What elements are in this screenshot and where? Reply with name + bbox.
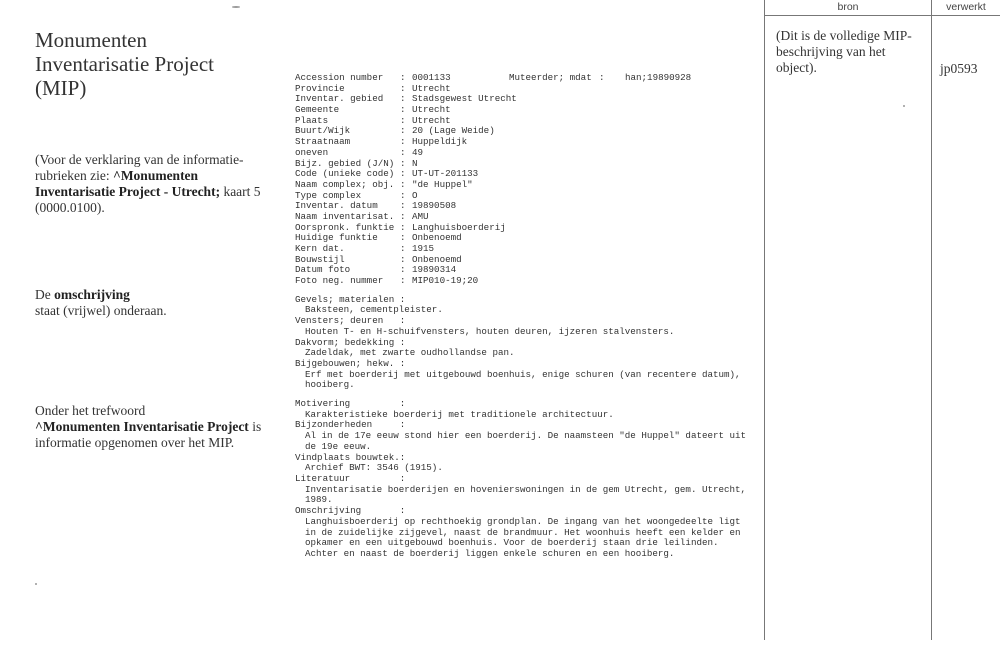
legend-note [35, 152, 265, 216]
field-separator: : [400, 157, 406, 169]
record-field-row [295, 255, 755, 266]
left-column [35, 28, 265, 100]
field-separator: : [400, 210, 406, 222]
field-value: Utrecht [412, 114, 451, 126]
field-separator: : [400, 178, 406, 190]
field-label: Naam complex; obj. [295, 178, 395, 190]
description-note [35, 287, 265, 319]
field-value: O [412, 189, 418, 201]
field-separator: : [400, 125, 406, 137]
field-value: N [412, 157, 418, 169]
field-label: Code (unieke code) [295, 168, 395, 180]
section-gevels [295, 295, 755, 316]
record-field-row [295, 276, 755, 287]
keyword-note [35, 403, 265, 451]
field-separator: : [400, 264, 406, 276]
field-label: Inventar. gebied [295, 93, 384, 105]
scan-speck [35, 583, 37, 585]
section-label: Dakvorm; bedekking : [295, 336, 406, 348]
field-separator: : [400, 146, 406, 158]
field-value: 19890314 [412, 264, 457, 276]
field-value: Huppeldijk [412, 136, 468, 148]
mutator-separator: : [599, 72, 605, 83]
record-field-row [295, 94, 755, 105]
section-vindplaats [295, 453, 755, 474]
field-separator: : [400, 189, 406, 201]
field-separator: : [400, 253, 406, 265]
scan-speck [903, 105, 905, 107]
field-label: Provincie [295, 82, 345, 94]
description-note-pre: De [35, 287, 51, 302]
field-value: Onbenoemd [412, 253, 462, 265]
mutator-label: Muteerder; mdat [509, 72, 592, 83]
field-value: UT-UT-201133 [412, 168, 479, 180]
mutator-value: han;19890928 [625, 72, 692, 83]
section-text: Karakteristieke boerderij met traditionele architectuur. [305, 408, 614, 420]
section-bijgebouwen [295, 359, 755, 391]
field-label: Naam inventarisat. [295, 210, 395, 222]
field-label: Kern dat. [295, 243, 345, 254]
field-value: MIP010-19;20 [412, 275, 479, 287]
keyword-note-post: is informatie opgenomen over het MIP. [35, 419, 262, 450]
field-separator: : [400, 200, 406, 212]
section-label: Vensters; deuren : [295, 315, 406, 327]
page-title: Monumenten Inventarisatie Project (MIP) [35, 28, 215, 100]
record-field-row [295, 233, 755, 244]
section-label: Omschrijving : [295, 505, 406, 517]
description-note-post: staat (vrijwel) onderaan. [35, 303, 167, 318]
section-label: Vindplaats bouwtek.: [295, 451, 406, 463]
field-value: 49 [412, 146, 424, 158]
field-separator: : [400, 93, 406, 105]
mip-record [295, 73, 755, 560]
field-value: Langhuisboerderij [412, 221, 506, 233]
field-label: oneven [295, 146, 329, 158]
field-separator: : [400, 72, 406, 83]
record-field-row [295, 105, 755, 116]
section-label: Gevels; materialen : [295, 293, 406, 305]
record-field-row [295, 126, 755, 137]
keyword-note-pre: Onder het trefwoord [35, 403, 146, 418]
field-value: 0001133 [412, 72, 451, 83]
verwerkt-code: jp0593 [940, 61, 978, 76]
scan-speck [232, 6, 240, 8]
field-label: Gemeente [295, 104, 340, 116]
section-text: Erf met boerderij met uitgebouwd boenhuis, enige schuren (van recentere datum), hooiberg. [305, 368, 741, 391]
field-label: Huidige funktie [295, 232, 378, 244]
section-text: Al in de 17e eeuw stond hier een boerderij. De naamsteen "de Huppel" dateert uit de 19e eeuw. [305, 430, 747, 452]
section-text: Baksteen, cementpleister. [305, 304, 443, 316]
record-fields [295, 73, 755, 287]
record-field-row [295, 137, 755, 148]
field-value: Utrecht [412, 82, 451, 94]
field-label: Datum foto [295, 264, 351, 276]
section-vensters [295, 316, 755, 337]
section-motivering [295, 399, 755, 420]
field-label: Bouwstijl [295, 253, 345, 265]
field-value: 1915 [412, 243, 435, 254]
field-value: Utrecht [412, 104, 451, 116]
field-label: Buurt/Wijk [295, 125, 351, 137]
section-text: Archief BWT: 3546 (1915). [305, 462, 443, 474]
field-separator: : [400, 104, 406, 116]
field-value: AMU [412, 210, 429, 222]
bron-column-header: bron [837, 1, 859, 13]
section-text: Zadeldak, met zwarte oudhollandse pan. [305, 347, 515, 359]
field-value: "de Huppel" [412, 178, 473, 190]
field-separator: : [400, 232, 406, 244]
section-label: Bijzonderheden : [295, 419, 406, 431]
section-bijzonderheden [295, 420, 755, 452]
section-label: Bijgebouwen; hekw. : [295, 357, 406, 369]
column-divider-left [764, 0, 765, 640]
field-label: Type complex [295, 189, 362, 201]
field-value: 19890508 [412, 200, 457, 212]
field-separator: : [400, 243, 406, 254]
column-divider-middle [931, 0, 932, 640]
record-field-row [295, 116, 755, 127]
field-value: Onbenoemd [412, 232, 462, 244]
section-label: Literatuur : [295, 473, 406, 484]
record-field-row [295, 180, 755, 191]
record-field-row [295, 73, 755, 84]
section-dakvorm [295, 338, 755, 359]
field-label: Accession number [295, 72, 384, 83]
field-label: Inventar. datum [295, 200, 378, 212]
section-text: Langhuisboerderij op rechthoekig grondplan. De ingang van het woongedeelte ligt in de zuidelijke zijgevel, naast de brandmuur. Het woonhuis heeft een kelder en opkamer en een uitgebouwd boenhuis. Voor de boerderij staan drie leilinden. Achter en naast de boerderij liggen enkele schuren en een hooiberg. [305, 515, 741, 559]
record-field-row [295, 148, 755, 159]
field-separator: : [400, 168, 406, 180]
legend-note-prefix: (Voor de verklaring van de informatie-rubrieken zie: [35, 152, 244, 183]
field-separator: : [400, 221, 406, 233]
section-label: Motivering : [295, 398, 406, 410]
field-label: Plaats [295, 114, 329, 126]
field-separator: : [400, 275, 406, 287]
keyword-note-link[interactable]: ^Monumenten Inventarisatie Project [35, 419, 249, 434]
header-rule [764, 15, 1000, 16]
field-label: Bijz. gebied (J/N) [295, 157, 395, 169]
field-separator: : [400, 136, 406, 148]
field-label: Foto neg. nummer [295, 275, 384, 287]
legend-note-link[interactable]: ^Monumenten Inventarisatie Project - Utrecht; [35, 168, 221, 199]
field-label: Oorspronk. funktie [295, 221, 395, 233]
field-value: Stadsgewest Utrecht [412, 93, 517, 105]
field-separator: : [400, 114, 406, 126]
record-field-row [295, 244, 755, 255]
section-omschrijving [295, 506, 755, 560]
section-literatuur [295, 474, 755, 506]
legend-note-suffix: kaart 5 (0000.0100). [35, 184, 261, 215]
field-value: 20 (Lage Weide) [412, 125, 495, 137]
section-text: Inventarisatie boerderijen en hovenierswoningen in de gem Utrecht, gem. Utrecht, 1989. [305, 483, 747, 506]
section-text: Houten T- en H-schuifvensters, houten deuren, ijzeren stalvensters. [305, 325, 675, 337]
field-separator: : [400, 82, 406, 94]
field-label: Straatnaam [295, 136, 351, 148]
bron-text: (Dit is de volledige MIP-beschrijving van het object). [776, 28, 912, 75]
description-note-bold: omschrijving [54, 287, 130, 302]
verwerkt-column-header: verwerkt [946, 1, 986, 13]
